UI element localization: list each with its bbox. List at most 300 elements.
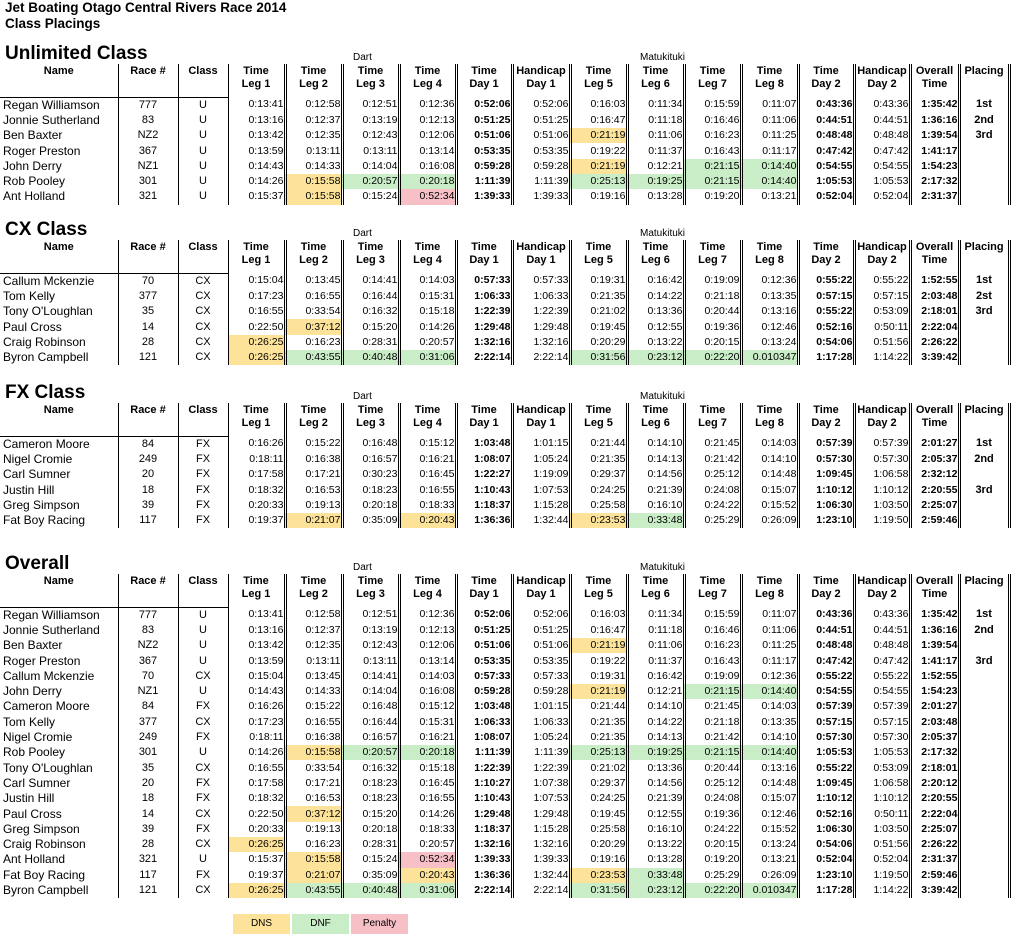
boat-class: CX xyxy=(178,319,228,334)
placing xyxy=(959,684,1009,699)
time-cell: 0:16:08 xyxy=(399,159,456,174)
time-cell: 3:39:42 xyxy=(910,883,959,898)
time-cell: 2:20:55 xyxy=(910,482,959,497)
header-line-2: Day 1 xyxy=(469,78,499,90)
boat-class: CX xyxy=(178,273,228,289)
time-cell: 0:15:59 xyxy=(684,607,741,623)
competitor-name: Jonnie Sutherland xyxy=(3,112,100,127)
header-line-1: Time xyxy=(357,575,384,587)
time-cell: 0:51:56 xyxy=(854,837,910,852)
competitor-name: Regan Williamson xyxy=(3,97,100,112)
header-line-2: Leg 6 xyxy=(641,417,670,429)
time-cell: 0:15:18 xyxy=(399,760,456,775)
header-line-2: Leg 6 xyxy=(641,78,670,90)
time-cell: 0.010347 xyxy=(741,883,798,898)
race-number: 20 xyxy=(118,776,178,791)
time-cell: 0:25:29 xyxy=(684,513,741,528)
time-cell: 1:32:16 xyxy=(456,335,512,350)
time-cell: 0:16:26 xyxy=(228,436,285,452)
column-header xyxy=(178,240,228,273)
time-cell: 0:53:09 xyxy=(854,304,910,319)
section-title: FX Class xyxy=(5,382,86,403)
column-header xyxy=(627,64,684,97)
table-row xyxy=(0,498,1009,513)
time-cell: 0:14:03 xyxy=(741,699,798,714)
time-cell: 0:11:06 xyxy=(627,638,684,653)
header-line-1: Time xyxy=(414,241,441,253)
header-line-1: Time xyxy=(813,65,839,77)
time-cell: 0:16:55 xyxy=(399,791,456,806)
header-line-1: Time xyxy=(471,241,497,253)
race-number: 249 xyxy=(118,452,178,467)
time-cell: 1:15:28 xyxy=(512,498,570,513)
time-cell: 0:16:23 xyxy=(285,335,342,350)
time-cell: 0:52:06 xyxy=(456,97,512,113)
header-line-2: Day 1 xyxy=(526,254,556,266)
time-cell: 0:25:58 xyxy=(570,822,627,837)
header-line-1: Time xyxy=(357,404,384,416)
time-cell: 1:03:48 xyxy=(456,436,512,452)
header-line-1: Overall xyxy=(915,241,954,253)
time-cell: 0:24:08 xyxy=(684,791,741,806)
column-header xyxy=(854,403,910,436)
column-header xyxy=(456,64,512,97)
time-cell: 0:52:06 xyxy=(456,607,512,623)
time-cell: 0:15:24 xyxy=(342,852,399,867)
column-header xyxy=(285,64,342,97)
table-row xyxy=(0,350,1009,365)
time-cell: 0:52:06 xyxy=(512,97,570,113)
time-cell: 0:16:46 xyxy=(684,113,741,128)
table-row xyxy=(0,699,1009,714)
time-cell: 0:14:04 xyxy=(342,684,399,699)
time-cell: 0:57:15 xyxy=(798,289,854,304)
time-cell: 0:22:50 xyxy=(228,806,285,821)
time-cell: 0:13:16 xyxy=(741,304,798,319)
placing: 2st xyxy=(959,289,1009,304)
time-cell: 2:22:14 xyxy=(456,883,512,898)
header-line-1: Handicap xyxy=(857,404,907,416)
time-cell: 1:22:39 xyxy=(456,760,512,775)
header-line-2: Leg 7 xyxy=(698,78,727,90)
time-cell: 2:17:32 xyxy=(910,745,959,760)
time-cell: 0:16:57 xyxy=(342,730,399,745)
column-header xyxy=(399,64,456,97)
time-cell: 0:13:41 xyxy=(228,97,285,113)
time-cell: 0:21:19 xyxy=(570,159,627,174)
time-cell: 0:21:18 xyxy=(684,289,741,304)
time-cell: 1:07:53 xyxy=(512,482,570,497)
time-cell: 0:16:55 xyxy=(228,304,285,319)
table-row xyxy=(0,776,1009,791)
header-line-2: Leg 4 xyxy=(413,254,442,266)
placing xyxy=(959,822,1009,837)
header-line-1: Name xyxy=(43,241,74,253)
boat-class: U xyxy=(178,607,228,623)
time-cell: 0:15:58 xyxy=(285,189,342,204)
time-cell: 0:19:20 xyxy=(684,189,741,204)
header-line-1: Time xyxy=(642,241,669,253)
time-cell: 0:30:23 xyxy=(342,467,399,482)
time-cell: 1:29:48 xyxy=(456,806,512,821)
time-cell: 0:15:12 xyxy=(399,436,456,452)
time-cell: 0:16:57 xyxy=(342,452,399,467)
header-line-2: Day 2 xyxy=(811,254,841,266)
table-row xyxy=(0,883,1009,898)
time-cell: 0:59:28 xyxy=(512,159,570,174)
section-title: Overall xyxy=(5,553,70,574)
competitor-name: Roger Preston xyxy=(3,143,81,158)
header-line-2: Day 2 xyxy=(867,254,897,266)
time-cell: 0:13:19 xyxy=(342,623,399,638)
table-row xyxy=(0,638,1009,653)
time-cell: 0:13:42 xyxy=(228,128,285,143)
header-line-1: Time xyxy=(813,575,839,587)
placing xyxy=(959,350,1009,365)
placing xyxy=(959,174,1009,189)
race-number: 377 xyxy=(118,289,178,304)
time-cell: 0:16:53 xyxy=(285,791,342,806)
time-cell: 0:44:51 xyxy=(798,623,854,638)
time-cell: 2:01:27 xyxy=(910,436,959,452)
time-cell: 1:06:33 xyxy=(456,289,512,304)
column-header xyxy=(342,574,399,607)
time-cell: 2:03:48 xyxy=(910,289,959,304)
time-cell: 0:31:56 xyxy=(570,350,627,365)
time-cell: 0:20:18 xyxy=(399,745,456,760)
time-cell: 0:13:42 xyxy=(228,638,285,653)
time-cell: 0:19:13 xyxy=(285,498,342,513)
time-cell: 0:15:31 xyxy=(399,715,456,730)
time-cell: 0:24:25 xyxy=(570,791,627,806)
time-cell: 0:25:12 xyxy=(684,776,741,791)
column-header xyxy=(570,64,627,97)
time-cell: 0:14:13 xyxy=(627,730,684,745)
competitor-name: Jonnie Sutherland xyxy=(3,622,100,637)
header-line-1: Time xyxy=(300,575,327,587)
time-cell: 0:16:55 xyxy=(399,482,456,497)
time-cell: 0:20:29 xyxy=(570,837,627,852)
time-cell: 0:13:21 xyxy=(741,189,798,204)
table-row xyxy=(0,452,1009,467)
column-header xyxy=(854,240,910,273)
race-number: 83 xyxy=(118,113,178,128)
time-cell: 0:21:02 xyxy=(570,304,627,319)
header-line-1: Time xyxy=(471,65,497,77)
boat-class: U xyxy=(178,143,228,158)
time-cell: 0:12:13 xyxy=(399,113,456,128)
header-line-2: Day 1 xyxy=(526,588,556,600)
time-cell: 0:19:45 xyxy=(570,806,627,821)
time-cell: 0:15:37 xyxy=(228,189,285,204)
time-cell: 0:21:07 xyxy=(285,868,342,883)
competitor-name: Fat Boy Racing xyxy=(3,867,86,882)
header-line-2: Leg 5 xyxy=(584,417,613,429)
time-cell: 0:19:45 xyxy=(570,319,627,334)
table-row xyxy=(0,669,1009,684)
time-cell: 0:11:07 xyxy=(741,97,798,113)
race-number: 20 xyxy=(118,467,178,482)
time-cell: 0:57:15 xyxy=(854,715,910,730)
header-line-1: Time xyxy=(756,241,783,253)
time-cell: 0:59:28 xyxy=(456,159,512,174)
time-cell: 0:18:32 xyxy=(228,482,285,497)
table-row xyxy=(0,745,1009,760)
header-line-2: Day 2 xyxy=(811,417,841,429)
time-cell: 0:21:42 xyxy=(684,452,741,467)
time-cell: 2:31:37 xyxy=(910,189,959,204)
time-cell: 0:14:40 xyxy=(741,159,798,174)
time-cell: 0:18:23 xyxy=(342,776,399,791)
time-cell: 0:52:34 xyxy=(399,189,456,204)
time-cell: 1:29:48 xyxy=(456,319,512,334)
time-cell: 0:15:24 xyxy=(342,189,399,204)
header-line-1: Time xyxy=(243,241,269,253)
header-line-1: Race # xyxy=(130,404,166,416)
time-cell: 1:01:15 xyxy=(512,436,570,452)
time-cell: 0:12:37 xyxy=(285,113,342,128)
column-header xyxy=(741,64,798,97)
time-cell: 0:12:06 xyxy=(399,638,456,653)
time-cell: 0:14:13 xyxy=(627,452,684,467)
time-cell: 0:44:51 xyxy=(854,623,910,638)
competitor-name: Greg Simpson xyxy=(3,497,80,512)
header-line-1: Time xyxy=(699,404,726,416)
competitor-name: Roger Preston xyxy=(3,653,81,668)
time-cell: 0:15:12 xyxy=(399,699,456,714)
race-number: 70 xyxy=(118,273,178,289)
header-line-2: Leg 3 xyxy=(356,417,385,429)
header-line-2: Leg 6 xyxy=(641,588,670,600)
time-cell: 0:55:22 xyxy=(798,273,854,289)
table-row xyxy=(0,868,1009,883)
time-cell: 0:21:44 xyxy=(570,699,627,714)
time-cell: 0:43:36 xyxy=(798,607,854,623)
time-cell: 1:39:54 xyxy=(910,128,959,143)
time-cell: 0:47:42 xyxy=(798,143,854,158)
competitor-name: Paul Cross xyxy=(3,319,62,334)
time-cell: 0:14:26 xyxy=(228,745,285,760)
time-cell: 0:21:35 xyxy=(570,730,627,745)
column-header xyxy=(342,64,399,97)
boat-class: FX xyxy=(178,482,228,497)
time-cell: 0:54:06 xyxy=(798,837,854,852)
time-cell: 0:21:15 xyxy=(684,745,741,760)
time-cell: 0:20:57 xyxy=(399,335,456,350)
time-cell: 1:01:15 xyxy=(512,699,570,714)
time-cell: 0:53:35 xyxy=(456,653,512,668)
header-line-2: Leg 3 xyxy=(356,588,385,600)
time-cell: 1:09:45 xyxy=(798,467,854,482)
header-line-2: Day 2 xyxy=(867,588,897,600)
time-cell: 1:36:16 xyxy=(910,623,959,638)
time-cell: 0:54:55 xyxy=(854,684,910,699)
time-cell: 0:21:39 xyxy=(627,482,684,497)
boat-class: CX xyxy=(178,760,228,775)
time-cell: 1:17:28 xyxy=(798,350,854,365)
time-cell: 0:12:58 xyxy=(285,607,342,623)
time-cell: 0:16:47 xyxy=(570,113,627,128)
time-cell: 1:10:27 xyxy=(456,776,512,791)
competitor-name: Carl Sumner xyxy=(3,467,71,482)
time-cell: 2:25:07 xyxy=(910,498,959,513)
header-line-1: Name xyxy=(43,575,74,587)
time-cell: 1:11:39 xyxy=(512,174,570,189)
time-cell: 0:55:22 xyxy=(798,669,854,684)
time-cell: 0:16:21 xyxy=(399,730,456,745)
time-cell: 0:16:43 xyxy=(684,653,741,668)
time-cell: 0:35:09 xyxy=(342,868,399,883)
table-row xyxy=(0,623,1009,638)
competitor-name: Ben Baxter xyxy=(3,638,63,653)
column-header xyxy=(399,403,456,436)
time-cell: 0:19:31 xyxy=(570,669,627,684)
time-cell: 0:55:22 xyxy=(798,760,854,775)
race-number: 117 xyxy=(118,868,178,883)
time-cell: 0:50:11 xyxy=(854,806,910,821)
time-cell: 0:13:35 xyxy=(741,289,798,304)
header-line-1: Handicap xyxy=(857,575,907,587)
time-cell: 2:22:14 xyxy=(512,350,570,365)
time-cell: 0:13:21 xyxy=(741,852,798,867)
time-cell: 0:26:25 xyxy=(228,335,285,350)
time-cell: 0:28:31 xyxy=(342,837,399,852)
placing: 3rd xyxy=(959,653,1009,668)
header-line-2: Time xyxy=(921,78,948,90)
time-cell: 0:13:16 xyxy=(228,623,285,638)
time-cell: 0:29:37 xyxy=(570,776,627,791)
time-cell: 0:12:51 xyxy=(342,607,399,623)
column-header xyxy=(178,64,228,97)
header-line-1: Placing xyxy=(964,65,1004,77)
time-cell: 1:05:24 xyxy=(512,730,570,745)
table-row xyxy=(0,467,1009,482)
time-cell: 0:48:48 xyxy=(854,128,910,143)
column-header xyxy=(0,574,118,607)
boat-class: U xyxy=(178,638,228,653)
time-cell: 0:14:56 xyxy=(627,776,684,791)
time-cell: 0:53:09 xyxy=(854,760,910,775)
time-cell: 0:19:22 xyxy=(570,143,627,158)
time-cell: 1:05:53 xyxy=(798,745,854,760)
time-cell: 0:14:40 xyxy=(741,174,798,189)
table-row xyxy=(0,684,1009,699)
race-number: 249 xyxy=(118,730,178,745)
header-line-1: Time xyxy=(642,575,669,587)
time-cell: 0:13:35 xyxy=(741,715,798,730)
time-cell: 0:15:22 xyxy=(285,436,342,452)
time-cell: 1:22:39 xyxy=(456,304,512,319)
competitor-name: Nigel Cromie xyxy=(3,730,73,745)
time-cell: 0:14:40 xyxy=(741,745,798,760)
time-cell: 2:03:48 xyxy=(910,715,959,730)
time-cell: 0:11:34 xyxy=(627,97,684,113)
column-header xyxy=(570,403,627,436)
time-cell: 0:26:09 xyxy=(741,513,798,528)
placing xyxy=(959,143,1009,158)
dart-label: Dart xyxy=(353,228,372,239)
competitor-name: Callum Mckenzie xyxy=(3,668,95,683)
time-cell: 0:20:57 xyxy=(399,837,456,852)
column-header xyxy=(798,64,854,97)
time-cell: 0:13:59 xyxy=(228,143,285,158)
placing: 2nd xyxy=(959,113,1009,128)
time-cell: 0:33:48 xyxy=(627,868,684,883)
time-cell: 0:40:48 xyxy=(342,883,399,898)
time-cell: 0:43:55 xyxy=(285,350,342,365)
header-line-1: Time xyxy=(471,404,497,416)
time-cell: 1:06:33 xyxy=(456,715,512,730)
time-cell: 2:22:04 xyxy=(910,319,959,334)
header-line-2: Day 1 xyxy=(469,588,499,600)
column-header xyxy=(512,403,570,436)
race-number: 301 xyxy=(118,745,178,760)
time-cell: 0:20:43 xyxy=(399,868,456,883)
placing xyxy=(959,335,1009,350)
placing: 1st xyxy=(959,273,1009,289)
time-cell: 1:14:22 xyxy=(854,883,910,898)
time-cell: 0:12:21 xyxy=(627,159,684,174)
time-cell: 1:52:55 xyxy=(910,669,959,684)
time-cell: 0:13:22 xyxy=(627,335,684,350)
competitor-name: Cameron Moore xyxy=(3,436,90,451)
header-line-1: Time xyxy=(414,404,441,416)
time-cell: 2:05:37 xyxy=(910,452,959,467)
header-line-1: Time xyxy=(699,241,726,253)
time-cell: 0:17:21 xyxy=(285,467,342,482)
time-cell: 0:37:12 xyxy=(285,319,342,334)
time-cell: 0:57:30 xyxy=(798,452,854,467)
header-line-2: Day 2 xyxy=(867,78,897,90)
time-cell: 0:13:41 xyxy=(228,607,285,623)
time-cell: 0:23:12 xyxy=(627,883,684,898)
time-cell: 0:21:15 xyxy=(684,684,741,699)
header-line-2: Leg 1 xyxy=(241,78,271,90)
time-cell: 1:05:24 xyxy=(512,452,570,467)
time-cell: 0:14:43 xyxy=(228,159,285,174)
boat-class: U xyxy=(178,684,228,699)
table-row xyxy=(0,319,1009,334)
time-cell: 0:57:33 xyxy=(512,669,570,684)
header-line-2: Leg 1 xyxy=(241,254,271,266)
time-cell: 2:59:46 xyxy=(910,868,959,883)
column-header xyxy=(342,403,399,436)
time-cell: 0:43:55 xyxy=(285,883,342,898)
time-cell: 1:54:23 xyxy=(910,684,959,699)
race-number: 84 xyxy=(118,436,178,452)
race-number: 39 xyxy=(118,498,178,513)
competitor-name: Ben Baxter xyxy=(3,128,63,143)
time-cell: 0:15:52 xyxy=(741,822,798,837)
time-cell: 1:17:28 xyxy=(798,883,854,898)
race-number: 777 xyxy=(118,607,178,623)
placing xyxy=(959,669,1009,684)
header-line-2: Leg 8 xyxy=(755,588,784,600)
time-cell: 1:06:58 xyxy=(854,776,910,791)
table-row xyxy=(0,791,1009,806)
race-number: 18 xyxy=(118,791,178,806)
document-title xyxy=(5,0,286,32)
time-cell: 1:10:12 xyxy=(798,482,854,497)
time-cell: 1:22:39 xyxy=(512,760,570,775)
boat-class: FX xyxy=(178,791,228,806)
time-cell: 0:13:16 xyxy=(741,760,798,775)
header-line-1: Name xyxy=(43,65,74,77)
placing: 3rd xyxy=(959,304,1009,319)
time-cell: 0:53:35 xyxy=(512,653,570,668)
column-header xyxy=(178,574,228,607)
time-cell: 0:52:34 xyxy=(399,852,456,867)
